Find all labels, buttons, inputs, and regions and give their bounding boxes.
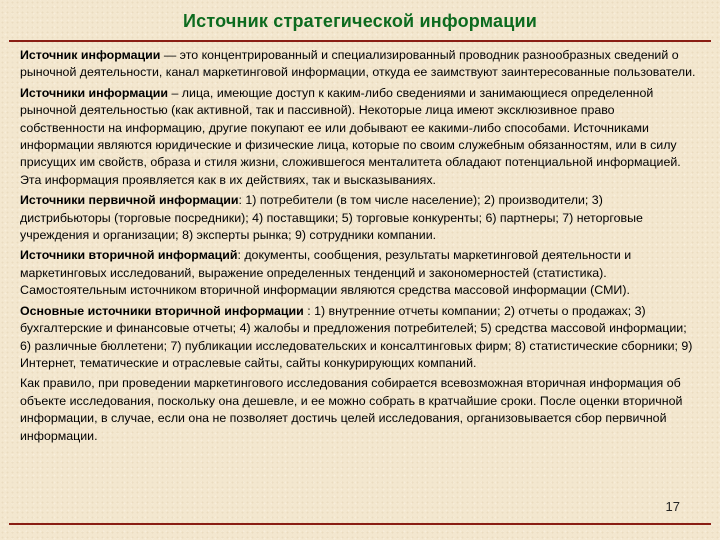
page-number: 17: [665, 499, 680, 514]
slide-body: [20, 47, 696, 448]
term-source-of-information: Источник информации: [20, 48, 161, 62]
slide-title: Источник стратегической информации: [182, 11, 538, 31]
definition-secondary-sources: : документы, сообщения, результаты маркетинговой деятельности и маркетинговых исследований, выражение определенных тенденций и закономерностей (статистика). Самостоятельным источником вторичной информации являются средства массовой информации (СМИ).: [20, 248, 632, 298]
term-main-secondary-sources: Основные источники вторичной информации: [20, 303, 304, 318]
paragraph-conclusion: [20, 375, 696, 445]
definition-sources-of-information: – лица, имеющие доступ к каким-либо сведениями и занимающиеся определенной рыночной деятельностью (как активной, так и пассивной). Некоторые лица имеют эксклюзивное право собственности на информацию, другие покупают ее или добывают ее какими-либо способами. Источниками информации являются юридические и физические лица, которые по своим служебным обязанностям, или в силу присущих им свойств, образа и стиля жизни, сложившегося менталитета обладают потенциальной информацией. Эта информация проявляется как в их действиях, так и высказываниях.: [20, 85, 681, 187]
term-sources-of-information: Источники информации: [20, 85, 169, 100]
footer-divider: [9, 523, 711, 525]
paragraph-primary-sources: [20, 192, 696, 244]
title-divider: [9, 40, 711, 42]
list-primary-sources: : 1) потребители (в том числе население); 2) производители; 3) дистрибьюторы (торговые посредники); 4) поставщики; 5) торговые конкуренты; 6) партнеры; 7) неторговые учреждения и организации; 8) эксперты рынка; 9) сотрудники компании.: [20, 193, 643, 243]
list-main-secondary-sources: : 1) внутренние отчеты компании; 2) отчеты о продажах; 3) бухгалтерские и финансовые отчеты; 4) жалобы и предложения потребителей; 5) средства массовой информации; 6) различные бюллетени; 7) публикации исследовательских и консалтинговых фирм; 8) статистические сборники; 9) Интернет, тематические и отраслевые сайты, сайты конкурирующих компаний.: [20, 303, 693, 370]
paragraph-sources-definition: [20, 85, 696, 189]
conclusion-text: Как правило, при проведении маркетингового исследования собирается всевозможная вторичная информация об объекте исследования, поскольку она дешевле, и ее можно собрать в кратчайшие сроки. После оценки вторичной информации, в случае, если она не позволяет достичь целей исследования, организовывается сбор первичной информации.: [20, 376, 683, 443]
term-secondary-sources: Источники вторичной информаций: [20, 248, 238, 263]
term-primary-sources: Источники первичной информации: [20, 193, 239, 208]
paragraph-main-secondary-sources: [20, 303, 696, 373]
definition-source-of-information: — это концентрированный и специализированный проводник разнообразных сведений о рыночной деятельности, канал маркетинговой информации, откуда ее заимствуют заинтересованные пользователи.: [20, 48, 696, 80]
paragraph-secondary-sources: [20, 247, 696, 299]
paragraph-source-definition: [20, 47, 696, 82]
